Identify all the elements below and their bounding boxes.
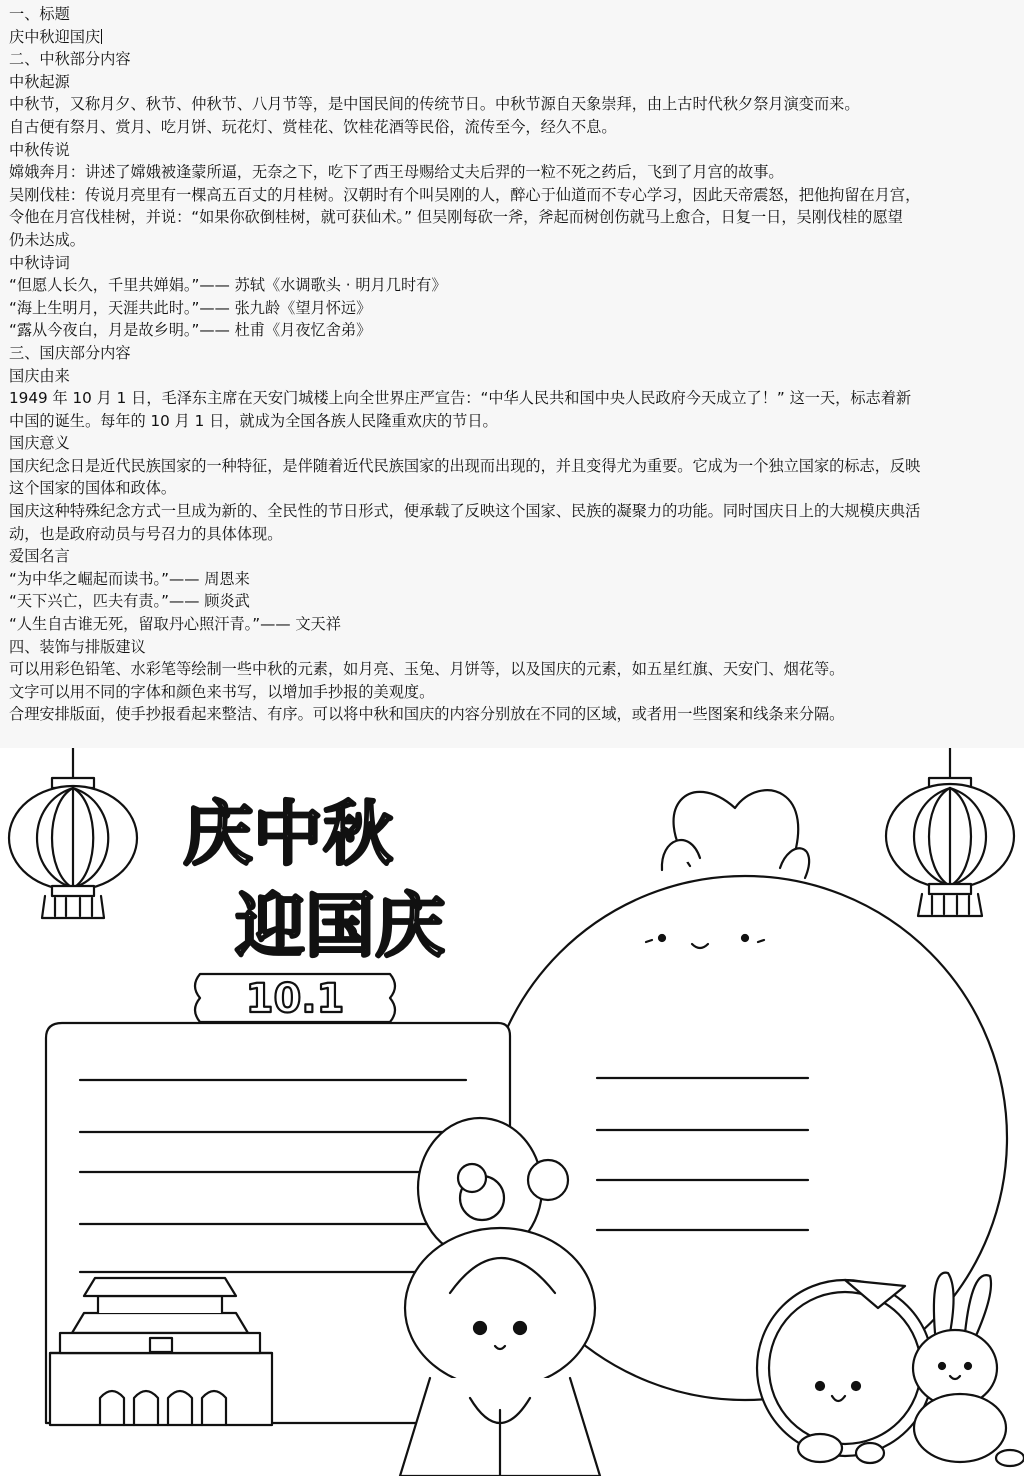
- doc-line: 可以用彩色铅笔、水彩笔等绘制一些中秋的元素，如月亮、玉兔、月饼等，以及国庆的元素，如五星红旗、天安门、烟花等。: [9, 660, 845, 679]
- doc-line: “海上生明月，天涯共此时。”—— 张九龄《望月怀远》: [9, 298, 372, 317]
- doc-line: 自古便有祭月、赏月、吃月饼、玩花灯、赏桂花、饮桂花酒等民俗，流传至今，经久不息。: [9, 117, 617, 136]
- doc-line: 国庆意义: [9, 434, 70, 453]
- doc-line: 爱国名言: [9, 547, 70, 566]
- doc-line: 国庆这种特殊纪念方式一旦成为新的、全民性的节日形式，便承载了反映这个国家、民族的凝聚力的功能。同时国庆日上的大规模庆典活: [9, 502, 921, 521]
- doc-line: 四、装饰与排版建议: [9, 637, 146, 656]
- poster-title-line1: 庆中秋: [183, 793, 393, 875]
- doc-line: 中国的诞生。每年的 10 月 1 日，就成为全国各族人民隆重欢庆的节日。: [9, 411, 498, 430]
- poster-title-line2: 迎国庆: [235, 885, 445, 967]
- text-cursor: [101, 29, 102, 44]
- doc-line: 中秋起源: [9, 72, 70, 91]
- doc-line: 国庆纪念日是近代民族国家的一种特征，是伴随着近代民族国家的出现而出现的，并且变得尤为重要。它成为一个独立国家的标志，反映: [9, 456, 921, 475]
- doc-line: “人生自古谁无死，留取丹心照汗青。”—— 文天祥: [9, 615, 341, 634]
- doc-line: 吴刚伐桂：传说月亮里有一棵高五百丈的月桂树。汉朝时有个叫吴刚的人，醉心于仙道而不专心学习，因此天帝震怒，把他拘留在月宫，: [9, 185, 921, 204]
- doc-line: 嫦娥奔月：讲述了嫦娥被逢蒙所逼，无奈之下，吃下了西王母赐给丈夫后羿的一粒不死之药后，飞到了月宫的故事。: [9, 163, 784, 182]
- date-badge: [195, 974, 395, 1022]
- doc-line: 国庆由来: [9, 366, 70, 385]
- doc-line: 动，也是政府动员与号召力的具体体现。: [9, 524, 283, 543]
- doc-line: 二、中秋部分内容: [9, 50, 131, 69]
- left-lantern-icon: [9, 748, 137, 918]
- doc-line: 庆中秋迎国庆: [9, 27, 101, 46]
- doc-line: 文字可以用不同的字体和颜色来书写，以增加手抄报的美观度。: [9, 682, 435, 701]
- handcopied-newspaper-template: [0, 748, 1024, 1476]
- doc-line: 中秋节，又称月夕、秋节、仲秋节、八月节等，是中国民间的传统节日。中秋节源自天象崇拜，由上古时代秋夕祭月演变而来。: [9, 95, 860, 114]
- mooncake-icon: [757, 1280, 933, 1463]
- doc-line: 三、国庆部分内容: [9, 343, 131, 362]
- doc-line: 1949 年 10 月 1 日，毛泽东主席在天安门城楼上向全世界庄严宣告：“中华人民共和国中央人民政府今天成立了！” 这一天，标志着新: [9, 389, 912, 408]
- doc-line: 合理安排版面，使手抄报看起来整洁、有序。可以将中秋和国庆的内容分别放在不同的区域，或者用一些图案和线条来分隔。: [9, 705, 845, 724]
- doc-line: 仍未达成。: [9, 230, 85, 249]
- doc-line: “露从今夜白，月是故乡明。”—— 杜甫《月夜忆舍弟》: [9, 321, 372, 340]
- doc-line: 一、标题: [9, 5, 70, 23]
- doc-line: “为中华之崛起而读书。”—— 周恩来: [9, 569, 250, 588]
- doc-line: 中秋传说: [9, 140, 70, 159]
- doc-line: “但愿人长久，千里共婵娟。”—— 苏轼《水调歌头 · 明月几时有》: [9, 276, 447, 295]
- doc-line: “天下兴亡，匹夫有责。”—— 顾炎武: [9, 592, 250, 611]
- doc-line: 中秋诗词: [9, 253, 70, 272]
- right-lantern-icon: [886, 748, 1014, 916]
- date-badge-text: 10.1: [245, 976, 345, 1022]
- doc-line: 令他在月宫伐桂树，并说：“如果你砍倒桂树，就可获仙术。” 但吴刚每砍一斧，斧起而树创伤就马上愈合，日复一日，吴刚伐桂的愿望: [9, 208, 903, 227]
- doc-line: 这个国家的国体和政体。: [9, 479, 177, 498]
